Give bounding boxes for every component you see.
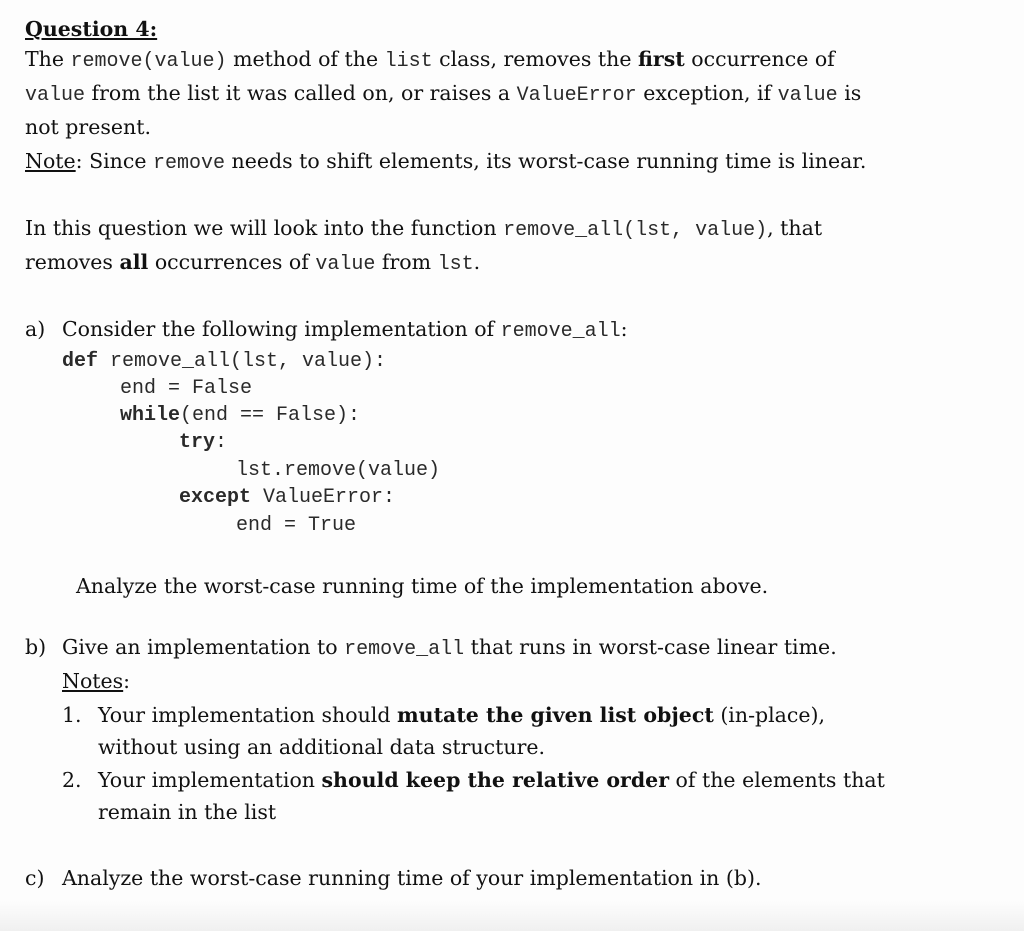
part-b-label: b): [25, 635, 47, 659]
note-2-line-2: remain in the list: [98, 800, 277, 824]
code-line-1: def remove_all(lst, value):: [62, 350, 387, 373]
notes-heading: Notes:: [62, 669, 131, 693]
code-line-5: lst.remove(value): [236, 459, 441, 482]
note-label: Note: [25, 149, 76, 173]
intro-line-1: The remove(value) method of the list class, removes the first occurrence of: [25, 47, 835, 73]
part-b-text: Give an implementation to remove_all that runs in worst-case linear time.: [62, 635, 837, 661]
part-a-label: a): [25, 317, 46, 341]
code-line-4: try:: [179, 431, 228, 454]
part-a-analyze: Analyze the worst-case running time of the implementation above.: [76, 574, 769, 598]
note-2-line-1: Your implementation should keep the relative order of the elements that: [98, 768, 885, 792]
part-c-text: Analyze the worst-case running time of your implementation in (b).: [62, 866, 762, 890]
part-a-text: Consider the following implementation of remove_all:: [62, 317, 628, 343]
note-1-number: 1.: [62, 703, 82, 727]
code-line-7: end = True: [236, 514, 357, 537]
note-2-number: 2.: [62, 768, 82, 792]
note-line: Note: Since remove needs to shift elements, its worst-case running time is linear.: [25, 149, 867, 175]
task-line-2: removes all occurrences of value from lst.: [25, 250, 481, 276]
note-1-line-1: Your implementation should mutate the given list object (in-place),: [98, 703, 826, 727]
intro-line-3: not present.: [25, 115, 151, 139]
code-line-6: except ValueError:: [179, 486, 396, 509]
task-line-1: In this question we will look into the function remove_all(lst, value), that: [25, 216, 823, 242]
code-line-3: while(end == False):: [120, 404, 361, 427]
page-bottom-edge: [0, 901, 1024, 931]
intro-line-2: value from the list it was called on, or raises a ValueError exception, if value is: [25, 81, 862, 107]
code-line-2: end = False: [120, 377, 253, 400]
note-1-line-2: without using an additional data structure.: [98, 735, 546, 759]
part-c-label: c): [25, 866, 45, 890]
question-title: Question 4:: [25, 17, 158, 41]
